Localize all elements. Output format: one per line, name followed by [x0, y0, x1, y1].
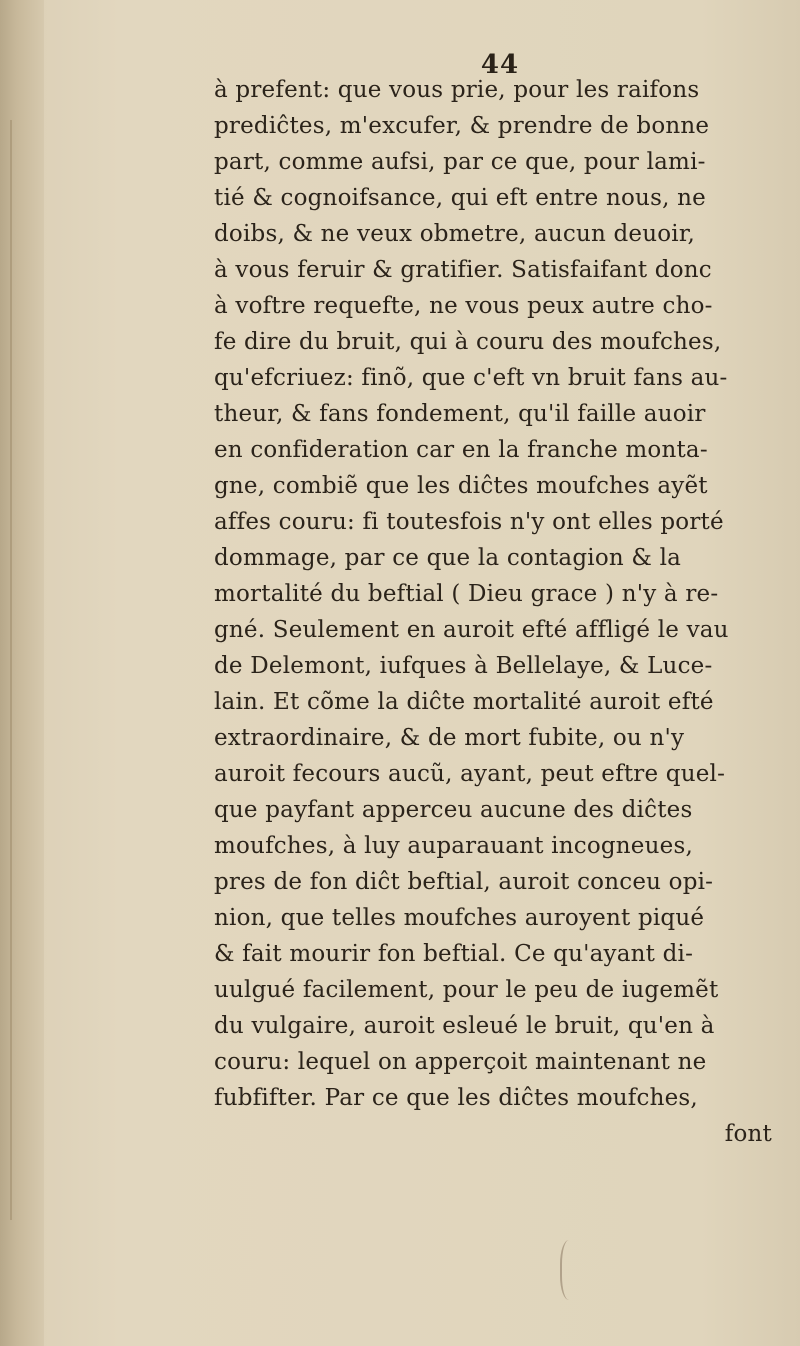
text-line: du vulgaire, auroit esleué le bruit, qu'en à [214, 1013, 715, 1039]
text-line: gné. Seulement en auroit efté affligé le vau [214, 617, 729, 643]
text-line: à vous feruir & gratifier. Satisfaifant donc [214, 257, 712, 283]
gutter-stain [10, 120, 32, 1220]
text-line: fubfifter. Par ce que les diĉtes moufches, [214, 1085, 698, 1111]
text-line: en confideration car en la franche monta- [214, 437, 708, 463]
text-line: prediĉtes, m'excufer, & prendre de bonne [214, 113, 710, 139]
text-line: moufches, à luy auparauant incogneues, [214, 833, 693, 859]
body-text [214, 72, 780, 1152]
text-line: part, comme aufsi, par ce que, pour lami- [214, 149, 706, 175]
text-line: auroit fecours aucũ, ayant, peut eftre quel- [214, 761, 726, 787]
text-line: gne, combiẽ que les diĉtes moufches ayẽt [214, 473, 708, 499]
text-line: à prefent: que vous prie, pour les raifons [214, 77, 700, 103]
text-line: couru: lequel on apperçoit maintenant ne [214, 1049, 707, 1075]
text-line: doibs, & ne veux obmetre, aucun deuoir, [214, 221, 696, 247]
text-line: dommage, par ce que la contagion & la [214, 545, 682, 571]
text-line: mortalité du beftial ( Dieu grace ) n'y à re- [214, 581, 719, 607]
text-line: tié & cognoifsance, qui eft entre nous, ne [214, 185, 706, 211]
text-line: qu'efcriuez: finõ, que c'eft vn bruit fans au- [214, 365, 728, 391]
text-line: pres de fon diĉt beftial, auroit conceu opi- [214, 869, 714, 895]
text-line: uulgué facilement, pour le peu de iugemẽt [214, 977, 719, 1003]
text-line: fe dire du bruit, qui à couru des moufches, [214, 329, 722, 355]
page-gutter [0, 0, 44, 1346]
text-line: que payfant apperceu aucune des diĉtes [214, 797, 693, 823]
text-line: de Delemont, iufques à Bellelaye, & Luce- [214, 653, 713, 679]
paper-fold-mark [560, 1240, 582, 1300]
text-line: affes couru: fi toutesfois n'y ont elles porté [214, 509, 724, 535]
text-line: nion, que telles moufches auroyent piqué [214, 905, 705, 931]
text-line: theur, & fans fondement, qu'il faille auoir [214, 401, 706, 427]
text-line: à voftre requefte, ne vous peux autre cho- [214, 293, 713, 319]
page-number: 44 [480, 50, 520, 80]
text-line: lain. Et cõme la diĉte mortalité auroit efté [214, 689, 714, 715]
text-line: & fait mourir fon beftial. Ce qu'ayant di- [214, 941, 694, 967]
text-line: extraordinaire, & de mort fubite, ou n'y [214, 725, 685, 751]
catchword: font [724, 1121, 772, 1147]
